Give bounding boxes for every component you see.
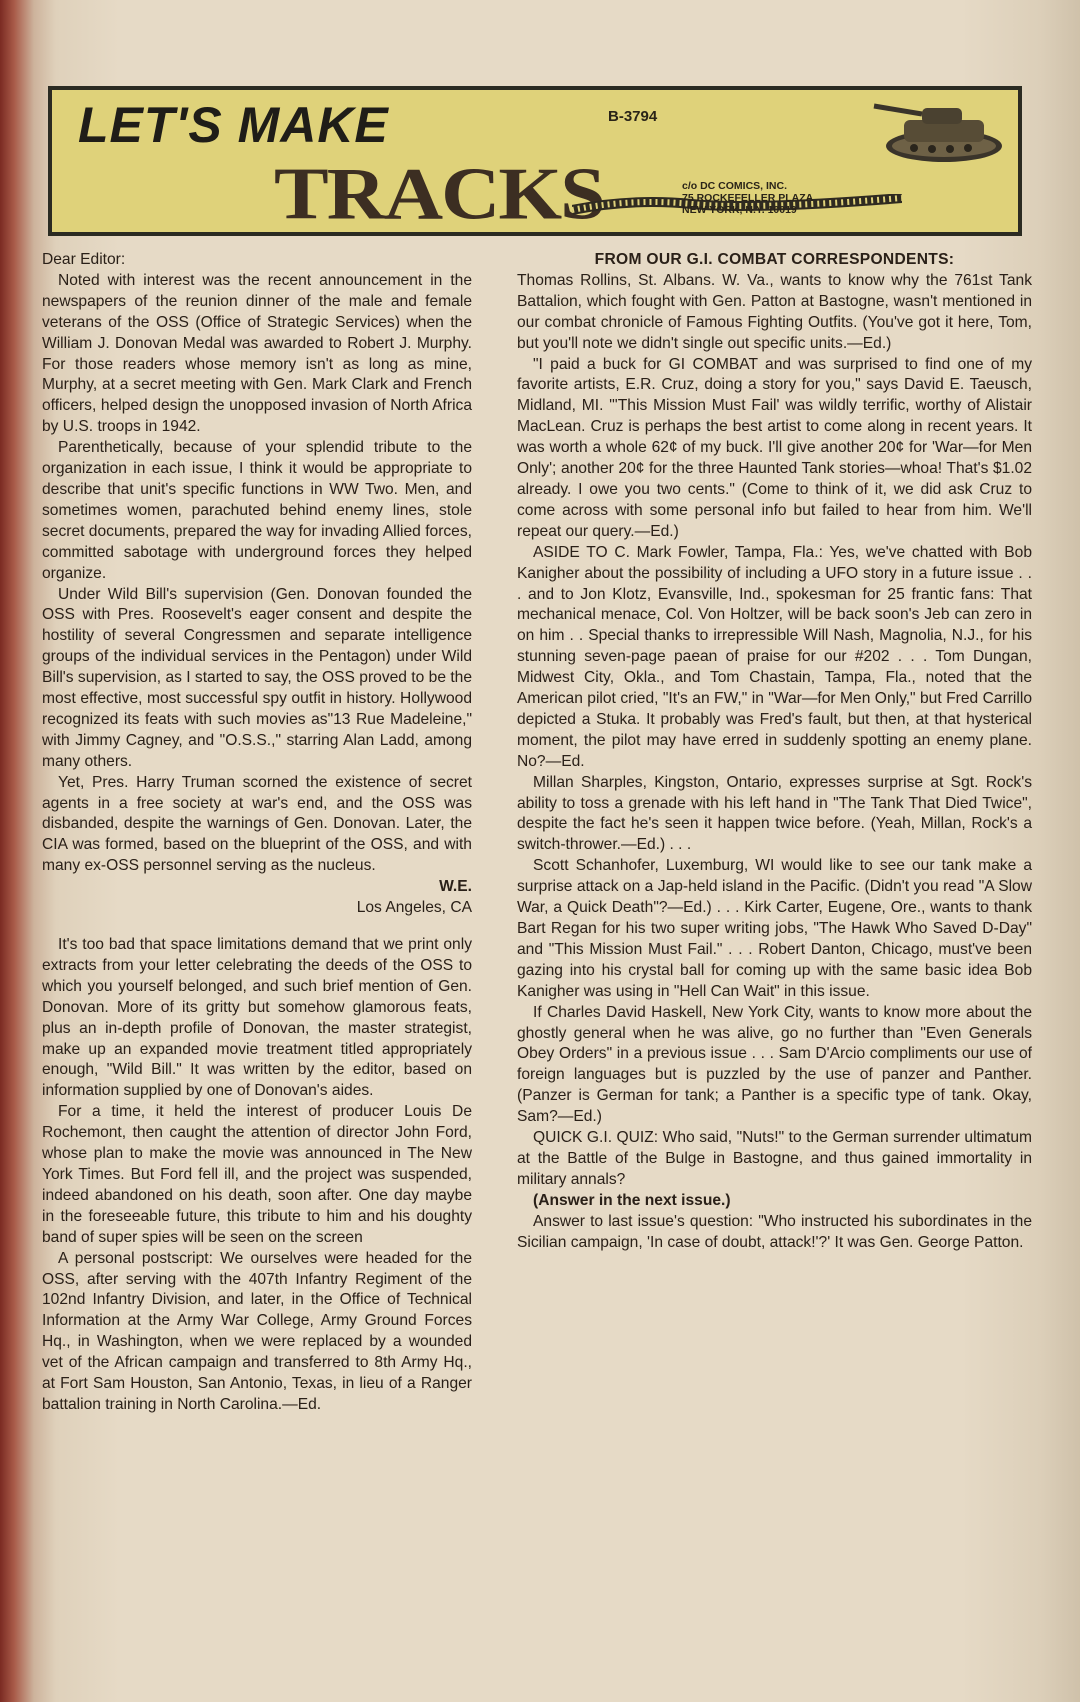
correspondent-paragraph: Thomas Rollins, St. Albans. W. Va., wants to know why the 761st Tank Battalion, which fought with Gen. Patton at Bastogne, wasn't mentioned in our combat chronicle of Famous Fighting Outfits. (You've got it here, Tom, but you'll note we didn't single out specific units.—Ed.) (517, 271, 1032, 352)
letter-paragraph: Noted with interest was the recent announcement in the newspapers of the reunion dinner of the male and female veterans of the OSS (Office of Strategic Services) when the William J. Donovan Medal was awarded to Robert J. Murphy. For those readers whose memory isn't as long as mine, Murphy, at a secret meeting with Gen. Mark Clark and French officers, helped design the unopposed invasion of North Africa by U.S. troops in 1942. (42, 271, 472, 436)
letter-paragraph: Yet, Pres. Harry Truman scorned the existence of secret agents in a free society at war's end, and the OSS was disbanded, despite the warnings of Gen. Donovan. Later, the CIA was formed, based on the blueprint of the OSS, and with many ex-OSS personnel serving as the nucleus. (42, 773, 472, 875)
quiz-question: QUICK G.I. QUIZ: Who said, "Nuts!" to the German surrender ultimatum at the Battle of the Bulge in Bastogne, and thus gained immortality in military annals? (517, 1129, 1032, 1188)
letter-paragraph: Under Wild Bill's supervision (Gen. Donovan founded the OSS with Pres. Roosevelt's eager consent and despite the hostility of several Congressmen and separate intelligence groups of the individual services in the Pentagon) under Wild Bill's supervision, as I started to say, the OSS proved to be the most effective, most successful spy outfit in history. Hollywood recognized its feats with such movies as"13 Rue Madeleine," with Jimmy Cagney, and "O.S.S.," starring Alan Ladd, among many others. (42, 585, 473, 770)
letter-paragraph: Parenthetically, because of your splendid tribute to the organization in each issue, I think it would be appropriate to describe that unit's specific functions in WW Two. Men, and sometimes women, parachuted behind enemy lines, stole secret documents, prepared the way for invading Allied forces, committed sabotage with underground forces they helped organize. (42, 439, 472, 582)
correspondent-paragraph: Millan Sharples, Kingston, Ontario, expresses surprise at Sgt. Rock's ability to toss a grenade with his left hand in "The Tank That Died Twice", despite the fact he's seen it happen twice before. (Yeah, Millan, Rock's a switch-thrower.—Ed.) . . . (517, 773, 1032, 854)
correspondent-paragraph: Scott Schanhofer, Luxemburg, WI would like to see our tank make a surprise attack on a Jap-held island in the Pacific. (Didn't you read "A Slow War, a Quick Death"?—Ed.) . . . Kirk Carter, Eugene, Ore., wants to thank Bart Regan for his two super writing jobs, "The Hawk Who Saved D-Day" and "This Mission Must Fail." . . . Robert Danton, Chicago, must've been gazing into his crystal ball for coming up with the same basic idea Bob Kanigher was using in "Hell Can Wait" in this issue. (517, 857, 1032, 1000)
correspondent-paragraph: If Charles David Haskell, New York City, wants to know more about the ghostly general when he was alive, go no further than "Even Generals Obey Orders" in a previous issue . . . Sam D'Arcio compliments our use of foreign languages but is puzzled by the use of panzer and Panther. (Panzer is German for tank; a Panther is a specific type of tank. Okay, Sam?—Ed.) (517, 1003, 1032, 1126)
editor-reply: A personal postscript: We ourselves were headed for the OSS, after serving with the 407th Infantry Regiment of the 102nd Infantry Division, and later, in the Office of Technical Information at the Army War College, Army Ground Forces Hq., in Washington, when we were replaced by a wounded vet of the African campaign and transferred to 8th Army Hq., at Fort Sam Houston, San Antonio, Texas, in lieu of a Ranger battalion training in North Carolina.—Ed. (42, 1249, 472, 1413)
banner-code: B-3794 (608, 108, 658, 125)
correspondent-paragraph: "I paid a buck for GI COMBAT and was surprised to find one of my favorite artists, E.R. Cruz, doing a story for you," says David E. Taeusch, Midland, MI. "'This Mission Must Fail' was wildly terrific, worthy of Alistair MacLean. Cruz is perhaps the best artist to come along in recent years. It was worth a whole 62¢ of my buck. I'll give another 20¢ for 'War—for Men Only'; another 20¢ for the three Haunted Tank stories—whoa! That's $1.02 already. I owe you two cents." (Come to think of it, we did ask Cruz to come across with some personal info but failed to hear from him. We'll repeat our query.—Ed.) (517, 355, 1032, 540)
banner-title: LET'S MAKE (78, 97, 389, 153)
last-answer: Answer to last issue's question: "Who instructed his subordinates in the Sicilian campaign, 'In case of doubt, attack!'?' It was Gen. George Patton. (517, 1212, 1032, 1251)
signature-place: Los Angeles, CA (356, 899, 472, 917)
address-line: c/o DC COMICS, INC. (682, 180, 788, 192)
salutation: Dear Editor: (42, 251, 126, 268)
signature-name: W.E. (439, 878, 472, 896)
address-line: 75 ROCKEFELLER PLAZA (682, 192, 814, 204)
address-line: NEW YORK, N.Y. 10019 (682, 204, 797, 216)
letters-banner (48, 86, 1022, 236)
tank-illustration (870, 96, 1010, 170)
editor-reply: For a time, it held the interest of producer Louis De Rochemont, then caught the attention of director John Ford, whose plan to make the movie was announced in The New York Times. But Ford fell ill, and the project was suspended, indeed abandoned on his death, soon after. One day maybe in the foreseeable future, this tribute to him and his doughty band of super spies will be seen on the screen (42, 1103, 472, 1246)
editor-reply: It's too bad that space limitations demand that we print only extracts from your letter celebrating the deeds of the OSS to which you yourself belonged, and such brief mention of Gen. Donovan. More of its gritty but somehow glamorous feats, plus an in-depth profile of Donovan, the master strategist, make up an expanded movie treatment titled appropriately enough, "Wild Bill." It was written by the editor, based on information supplied by one of Donovan's aides. (42, 936, 472, 1100)
banner-tracks-logo: TRACKS (274, 152, 604, 235)
left-column (42, 250, 472, 1416)
answer-note: (Answer in the next issue.) (533, 1191, 731, 1209)
banner-address (682, 180, 813, 216)
correspondent-paragraph: ASIDE TO C. Mark Fowler, Tampa, Fla.: Yes, we've chatted with Bob Kanigher about the possibility of including a UFO story in a future issue . . . and to Jon Klotz, Evansville, Ind., spokesman for 25 frantic fans: That mechanical menace, Col. Von Holtzer, will be back soon's Jeb can zero in on him . . Special thanks to irrepressible Will Nash, Magnolia, N.J., for his stunning seven-page paean of praise for our #202 . . . Tom Dungan, Midwest City, Okla., and Tom Chastain, Tampa, Fla., noted that the American pilot cried, "It's an FW," in "War—for Men Only," but Fred Carrillo depicted a Stuka. It probably was Fred's fault, but then, at that hysterical moment, the pilot may have erred in suddenly spotting an enemy plane. No?—Ed. (517, 543, 1032, 770)
section-heading: FROM OUR G.I. COMBAT CORRESPONDENTS: (594, 251, 955, 268)
right-column (517, 250, 1032, 1254)
